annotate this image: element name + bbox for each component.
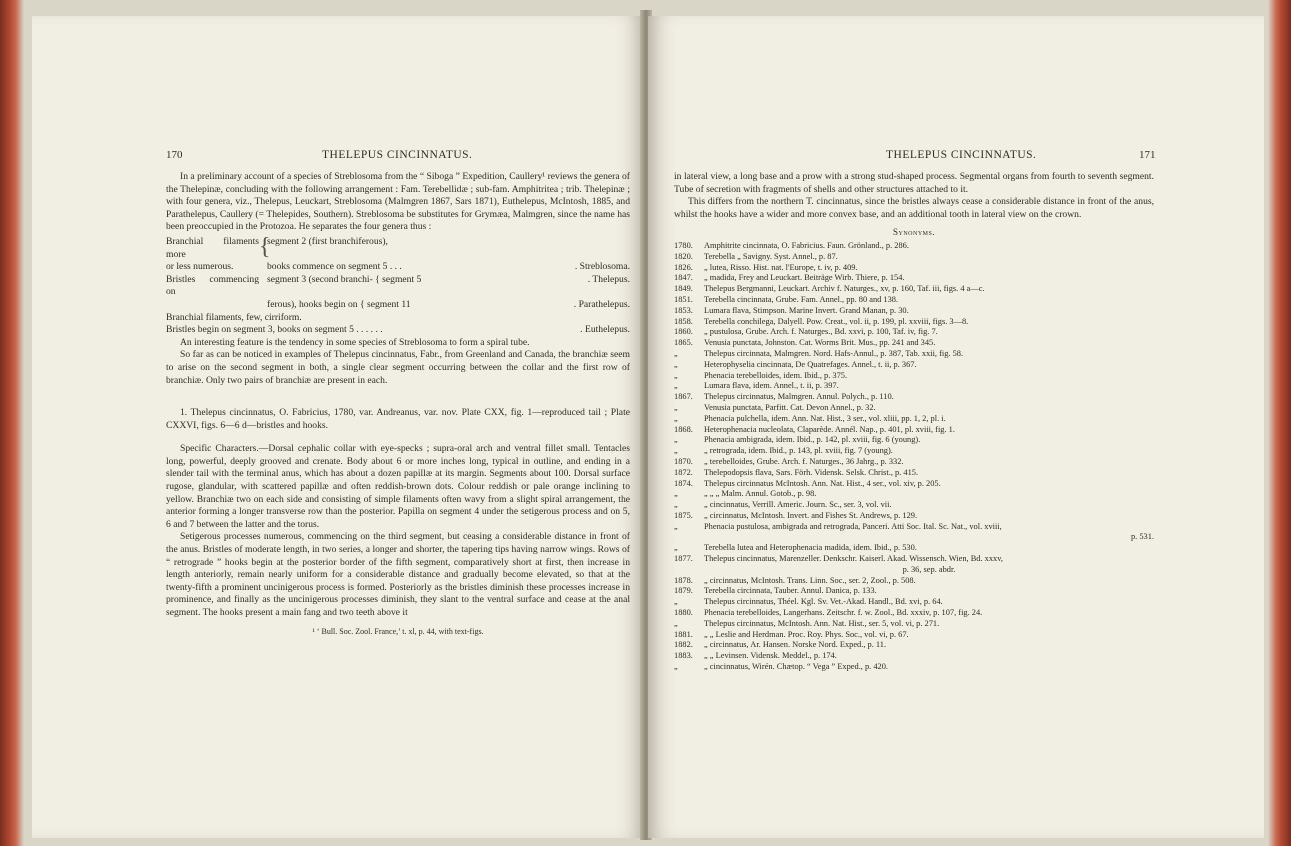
synonym-year: „ [674,618,678,628]
synonym-year: 1881. [674,629,693,639]
synonym-entry [674,543,1154,554]
key-genus: . Euthelepus. [580,324,630,336]
synonym-year: „ [674,370,678,380]
synonym-year: „ [674,543,678,553]
synonym-year: 1847. [674,273,693,283]
synonym-year: „ [674,662,678,672]
synonym-year: „ [674,489,678,499]
synonym-text: Terebella lutea and Heterophenacia madida, idem. Ibid., p. 530. [704,543,917,553]
synonym-entry [674,446,1154,457]
synonym-year: 1878. [674,575,693,585]
synonym-year: 1780. [674,240,693,250]
synonym-text: Heterophenacia nucleolata, Claparède. Annél. Nap., p. 401, pl. xviii, fig. 1. [704,424,955,434]
synonym-year: 1851. [674,294,693,304]
synonym-entry [674,576,1154,587]
synonym-year: „ [674,446,678,456]
synonym-entry [674,532,1154,543]
synonym-text: „ „ Leslie and Herdman. Proc. Roy. Phys. Soc., vol. vi, p. 67. [704,629,909,639]
synonym-text: „ lutea, Risso. Hist. nat. l'Europe, t. iv, p. 409. [704,262,858,272]
synonym-year: 1865. [674,338,693,348]
key-text: books commence on segment 5 . . . [267,261,402,273]
synonym-entry [674,392,1154,403]
synonym-entry [674,435,1154,446]
synonym-year: 1882. [674,640,693,650]
synonym-year: „ [674,597,678,607]
synonym-year [674,565,704,576]
genera-key [166,233,630,337]
synonym-entry [674,338,1154,349]
synonym-year: 1860. [674,327,693,337]
setigerous-paragraph: Setigerous processes numerous, commencing on the third segment, but ceasing a considerable distance in front of the anus. Bristles of moderate length, in two series, a longer and shorter, the tapering tips having narrow wings. Rows of “ retrograde ” hooks begin at the posterior border of the fifth segment, comparatively short at first, then increase in length anteriorly, remain nearly uniform for a considerable distance and gradually become elevated, so that at the twenty-fifth a prominent uncinigerous process is formed. Posteriorly as the bristles diminish these processes increase in prominence, and finally as the uncinigerous processes diminish, they slant to the ventral surface and cease at the anal segment. The hooks present a main fang and two teeth above it [166,531,630,618]
synonym-year: 1879. [674,586,693,596]
synonym-entry [674,263,1154,274]
synonym-entry [674,489,1154,500]
synonym-text: p. 531. [1130,532,1154,542]
synonym-year: „ [674,402,678,412]
synonym-entry [674,522,1154,533]
synonym-entry [674,468,1154,479]
key-row [166,299,630,312]
synonym-text: Thelepus cincinnatus, Marenzeller. Denkschr. Kaiserl. Akad. Wissensch. Wien, Bd. xxxv, [704,554,1003,564]
synonym-year: „ [674,413,678,423]
synonym-text: Heterophyselia cincinnata, De Quatrefages. Annel., t. ii, p. 367. [704,359,917,369]
right-page [648,16,1264,838]
synonym-year: „ [674,359,678,369]
synonym-text: Thelepus Bergmanni, Leuckart. Archiv f. Naturges., xv, p. 160, Taf. iii, figs. 4 a—c. [704,284,985,294]
differs-paragraph: This differs from the northern T. cincinnatus, since the bristles always cease a considerable distance in front of the anus, whilst the hooks have a wider and more convex base, and an additional tooth in lateral view on the crown. [674,196,1154,220]
page-number: 170 [166,149,183,161]
key-text: ferous), hooks begin on { segment 11 [267,298,411,310]
synonym-entry [674,327,1154,338]
synonyms-title: Synonyms. [892,227,936,238]
synonym-text: Phenacia terebelloides, idem. Ibid., p. 375. [704,370,848,380]
synonym-year: „ [674,348,678,358]
synonym-entry [674,554,1154,565]
synonym-entry [674,371,1154,382]
synonym-text: „ circinnatus, McIntosh. Trans. Linn. Soc., ser. 2, Zool., p. 508. [704,575,916,585]
synonym-year: 1826. [674,262,693,272]
synonym-text: „ „ „ Malm. Annul. Gotob., p. 98. [704,489,817,499]
synonym-entry [674,586,1154,597]
species-heading: 1. Thelepus cincinnatus, O. Fabricius, 1780, var. Andreanus, var. nov. Plate CXX, fig. 1—reproduced tail ; Plate CXXVI, figs. 6—6 d—bristles and hooks. [166,407,630,431]
key-row [166,274,630,299]
synonym-entry [674,651,1154,662]
synonym-text: Phenacia pulchella, idem. Ann. Nat. Hist., 3 ser., vol. xliii, pp. 1, 2, pl. i. [704,413,946,423]
brace-icon: { [259,233,271,260]
key-text: segment 3 (second branchi- { segment 5 [267,273,422,285]
synonym-text: „ retrograda, idem. Ibid., p. 143, pl. xviii, fig. 7 (young). [704,446,893,456]
synonym-text: Thelepus circinnatus, Théel. Kgl. Sv. Vet.-Akad. Handl., Bd. xvi, p. 64. [704,597,943,607]
synonym-text: „ terebelloides, Grube. Arch. f. Naturges., 36 Jahrg., p. 332. [704,456,904,466]
synonym-entry [674,511,1154,522]
synonym-text: Terebella cincinnata, Grube. Fam. Annel., pp. 80 and 138. [704,294,899,304]
synonym-text: Thelepus circinnatus, McIntosh. Ann. Nat. Hist., ser. 5, vol. vi, p. 271. [704,618,940,628]
synonym-year: 1853. [674,305,693,315]
synonym-entry [674,403,1154,414]
synonym-text: Terebella „ Savigny. Syst. Annel., p. 87. [704,251,838,261]
running-head: THELEPUS CINCINNATUS. [322,149,473,161]
synonym-text: „ cincinnatus, Wirén. Chætop. “ Vega ” Exped., p. 420. [704,662,889,672]
key-genus: . Streblosoma. [574,261,630,273]
synonym-entry [674,349,1154,360]
synonym-year: „ [674,381,678,391]
synonym-year: „ [674,521,678,531]
key-text: segment 2 (first branchiferous), [267,235,388,247]
right-text-column [674,171,1154,673]
synonym-year: 1883. [674,651,693,661]
synonym-text: Phenacia ambigrada, idem. Ibid., p. 142, pl. xviii, fig. 6 (young). [704,435,921,445]
synonym-year: „ [674,435,678,445]
synonym-entry [674,306,1154,317]
running-head: THELEPUS CINCINNATUS. [886,149,1037,161]
synonym-year: 1849. [674,284,693,294]
synonym-entry [674,662,1154,673]
synonym-text: p. 36, sep. abdr. [902,564,956,574]
synonym-entry [674,241,1154,252]
synonym-text: Terebella circinnata, Tauber. Annul. Danica, p. 133. [704,586,877,596]
synonym-year: 1875. [674,510,693,520]
synonym-text: Lumara flava, idem. Annel., t. ii, p. 397. [704,381,839,391]
key-genus: . Parathelepus. [573,298,630,310]
synonym-text: Amphitrite cincinnata, O. Fabricius. Faun. Grönland., p. 286. [704,240,909,250]
synonym-entry [674,640,1154,651]
synonym-entry [674,565,1154,576]
left-page [32,16,644,838]
footnote: ¹ ‘ Bull. Soc. Zool. France,’ t. xl, p. 44, with text-figs. [312,626,484,636]
synonym-entry [674,252,1154,263]
synonym-entry [674,597,1154,608]
synonym-text: Thelepodopsis flava, Sars. Förh. Vidensk. Selsk. Christ., p. 415. [704,467,919,477]
synonym-entry [674,414,1154,425]
synonym-year: 1867. [674,392,693,402]
synonym-text: Phenacia pustulosa, ambigrada and retrograda, Panceri. Atti Soc. Ital. Sc. Nat., vol. xviii, [704,521,1002,531]
key-row [166,233,630,261]
synonym-text: Terebella conchilega, Dalyell. Pow. Creat., vol. ii, p. 199, pl. xxviii, figs. 3—8. [704,316,969,326]
key-genus: . Thelepus. [587,273,630,285]
key-row [166,324,630,337]
left-text-column [166,171,630,638]
synonym-year: 1874. [674,478,693,488]
synonym-year: 1868. [674,424,693,434]
synonym-entry [674,457,1154,468]
spiral-tube-paragraph: An interesting feature is the tendency in some species of Streblosoma to form a spiral tube. [180,336,530,348]
intro-paragraph: In a preliminary account of a species of Streblosoma from the “ Siboga ” Expedition, Caullery¹ reviews the genera of the Thelepinæ, concluding with the following arrangement : Fam. Terebellidæ ; sub-fam. Amphitritea ; trib. Thelepinæ ; with four genera, viz., Thelepus, Leuckart, Streblosoma (Malmgren 1867, Sars 1871), Euthelepus, McIntosh, 1885, and Parathelepus, Caullery (= Thelepides, Southern). Streblosoma be substitutes for Grymæa, Malmgren, since the name has been preoccupied in the Protozoa. He separates the four genera thus : [166,171,630,233]
synonym-text: Thelepus circinnatus, Malmgren. Annul. Polych., p. 110. [704,392,894,402]
synonym-text: Lumara flava, Stimpson. Marine Invert. Grand Manan, p. 30. [704,305,909,315]
synonym-text: Phenacia terebelloides, Langerhans. Zeitschr. f. w. Zool., Bd. xxxiv, p. 107, fig. 24. [704,608,983,618]
key-label: Branchial filaments more [166,235,259,260]
synonym-year: 1870. [674,456,693,466]
synonym-entry [674,381,1154,392]
synonym-year: 1858. [674,316,693,326]
synonym-entry [674,619,1154,630]
synonym-text: „ circinnatus, McIntosh. Invert. and Fishes St. Andrews, p. 129. [704,510,918,520]
synonym-year: „ [674,500,678,510]
branchiae-paragraph: So far as can be noticed in examples of Thelepus cincinnatus, Fabr., from Greenland and Canada, the branchiæ seem to arise on the second segment in both, a single clear segment occurring between the collar and the first row of branchiæ. Only two pairs of branchiæ are present in each. [166,349,630,386]
synonym-entry [674,317,1154,328]
synonym-entry [674,284,1154,295]
key-row: Branchial filaments, few, cirriform. [166,311,302,323]
synonym-text: Thelepus circinnatus McIntosh. Ann. Nat. Hist., 4 ser., vol. xiv, p. 205. [704,478,941,488]
key-row [166,261,630,274]
synonym-entry [674,630,1154,641]
continued-paragraph: in lateral view, a long base and a prow with a strong stud-shaped process. Segmental organs from fourth to seventh segment. Tube of secretion with fragments of shells and other structures attached to it. [674,171,1154,195]
synonym-text: „ pustulosa, Grube. Arch. f. Naturges., Bd. xxvi, p. 100, Taf. iv, fig. 7. [704,327,938,337]
synonym-text: „ circinnatus, Ar. Hansen. Norske Nord. Exped., p. 11. [704,640,887,650]
synonym-text: „ madida, Frey and Leuckart. Beiträge Wirb. Thiere, p. 154. [704,273,905,283]
key-label: or less numerous. [166,261,234,273]
synonym-entry [674,500,1154,511]
key-label: Bristles begin on segment 3, books on segment 5 . . . . . . [166,324,383,336]
synonym-entry [674,425,1154,436]
page-number: 171 [1139,149,1156,161]
synonym-text: Thelepus circinnata, Malmgren. Nord. Hafs-Annul., p. 387, Tab. xxii, fig. 58. [704,348,964,358]
synonym-year: 1877. [674,554,693,564]
synonym-year: 1872. [674,467,693,477]
synonym-entry [674,273,1154,284]
synonym-entry [674,360,1154,371]
synonym-year: 1880. [674,608,693,618]
synonym-entry [674,479,1154,490]
synonym-year [674,532,704,543]
synonym-year: 1820. [674,251,693,261]
synonyms-list [674,241,1154,673]
synonym-text: Venusia punctata, Johnston. Cat. Worms Brit. Mus., pp. 241 and 345. [704,338,936,348]
synonym-entry [674,608,1154,619]
synonym-text: „ „ Levinsen. Vidensk. Meddel., p. 174. [704,651,837,661]
synonym-entry [674,295,1154,306]
synonym-text: „ cincinnatus, Verrill. Americ. Journ. Sc., ser. 3, vol. vii. [704,500,892,510]
synonym-text: Venusia punctata, Parfitt. Cat. Devon Annel., p. 32. [704,402,876,412]
specific-characters: Specific Characters.—Dorsal cephalic collar with eye-specks ; supra-oral arch and ventral fillet small. Tentacles long, powerful, deeply grooved and crenate. Body about 6 or more inches long, typical in outline, and ending in a slender tail with the terminal anus, which has about a dozen papillæ at its margin. Segments about 100. Dorsal surface rugose, glandular, with scattered papillæ and often reddish-brown dots. Colour reddish or pale orange inclining to yellow. Branchiæ two on each side and consisting of simple filaments often wavy from a slight spiral arrangement, the anterior forming a longer transverse row than the posterior. Papilla on segment 4 under the setigerous process and on 5, 6 and 7 between the latter and the torus. [166,443,630,530]
key-label: Bristles commencing on [166,273,259,298]
